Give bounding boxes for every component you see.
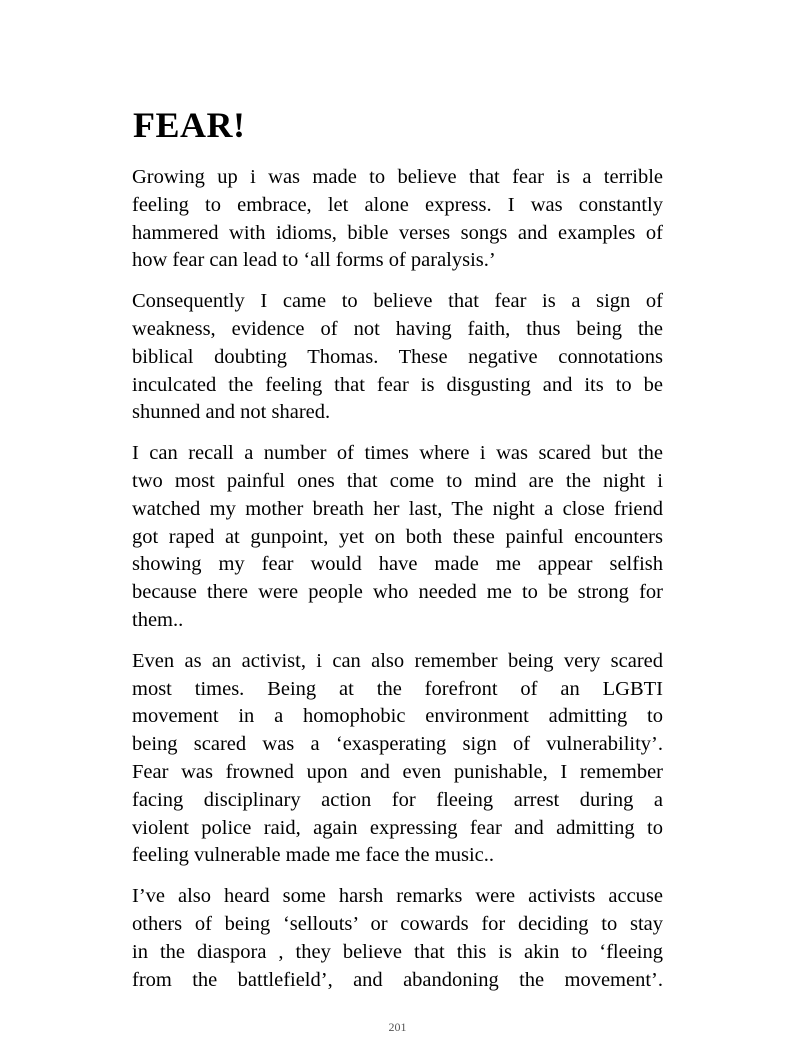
paragraph-line: biblical doubting Thomas. These negative connotations [132, 345, 663, 368]
paragraph-line: violent police raid, again expressing fear and admitting to [132, 816, 663, 839]
page-number: 201 [388, 1020, 407, 1034]
paragraph-line: Consequently I came to believe that fear is a sign of [132, 290, 663, 313]
paragraph-4 [132, 648, 663, 870]
paragraph-line: most times. Being at the forefront of an LGBTI [132, 677, 663, 700]
body-text [132, 164, 663, 1007]
paragraph-line: feeling vulnerable made me face the music.. [132, 844, 495, 867]
paragraph-line: Growing up i was made to believe that fear is a terrible [132, 166, 663, 188]
paragraph-line: got raped at gunpoint, yet on both these painful encounters [132, 525, 663, 548]
page-title: FEAR! [133, 105, 246, 145]
paragraph-line: facing disciplinary action for fleeing arrest during a [132, 788, 663, 811]
paragraph-line: watched my mother breath her last, The night a close friend [132, 497, 663, 520]
paragraph-line: them.. [132, 608, 184, 631]
paragraph-line: I can recall a number of times where i was scared but the [132, 442, 663, 465]
paragraph-line: how fear can lead to ‘all forms of paralysis.’ [132, 249, 496, 272]
paragraph-line: Fear was frowned upon and even punishable, I remember [132, 760, 663, 783]
paragraph-line: being scared was a ‘exasperating sign of vulnerability’. [132, 733, 663, 756]
paragraph-line: others of being ‘sellouts’ or cowards for deciding to stay [132, 912, 663, 935]
paragraph-line: because there were people who needed me to be strong for [132, 581, 663, 604]
paragraph-line: feeling to embrace, let alone express. I was constantly [132, 193, 663, 216]
paragraph-line: Even as an activist, i can also remember being very scared [132, 649, 663, 672]
paragraph-5 [132, 883, 663, 994]
paragraph-line: two most painful ones that come to mind are the night i [132, 469, 663, 492]
paragraph-1 [132, 164, 663, 275]
paragraph-2 [132, 288, 663, 427]
paragraph-line: shunned and not shared. [132, 401, 331, 424]
paragraph-line: I’ve also heard some harsh remarks were activists accuse [132, 885, 663, 908]
paragraph-line: hammered with idioms, bible verses songs and examples of [132, 221, 663, 244]
paragraph-3 [132, 440, 663, 635]
paragraph-line: movement in a homophobic environment admitting to [132, 705, 663, 728]
paragraph-line: weakness, evidence of not having faith, thus being the [132, 317, 663, 340]
paragraph-line: in the diaspora , they believe that this is akin to ‘fleeing [132, 940, 663, 963]
paragraph-line: from the battlefield’, and abandoning the movement’. [132, 968, 663, 991]
paragraph-line: inculcated the feeling that fear is disgusting and its to be [132, 373, 663, 396]
paragraph-line: showing my fear would have made me appear selfish [132, 553, 663, 576]
